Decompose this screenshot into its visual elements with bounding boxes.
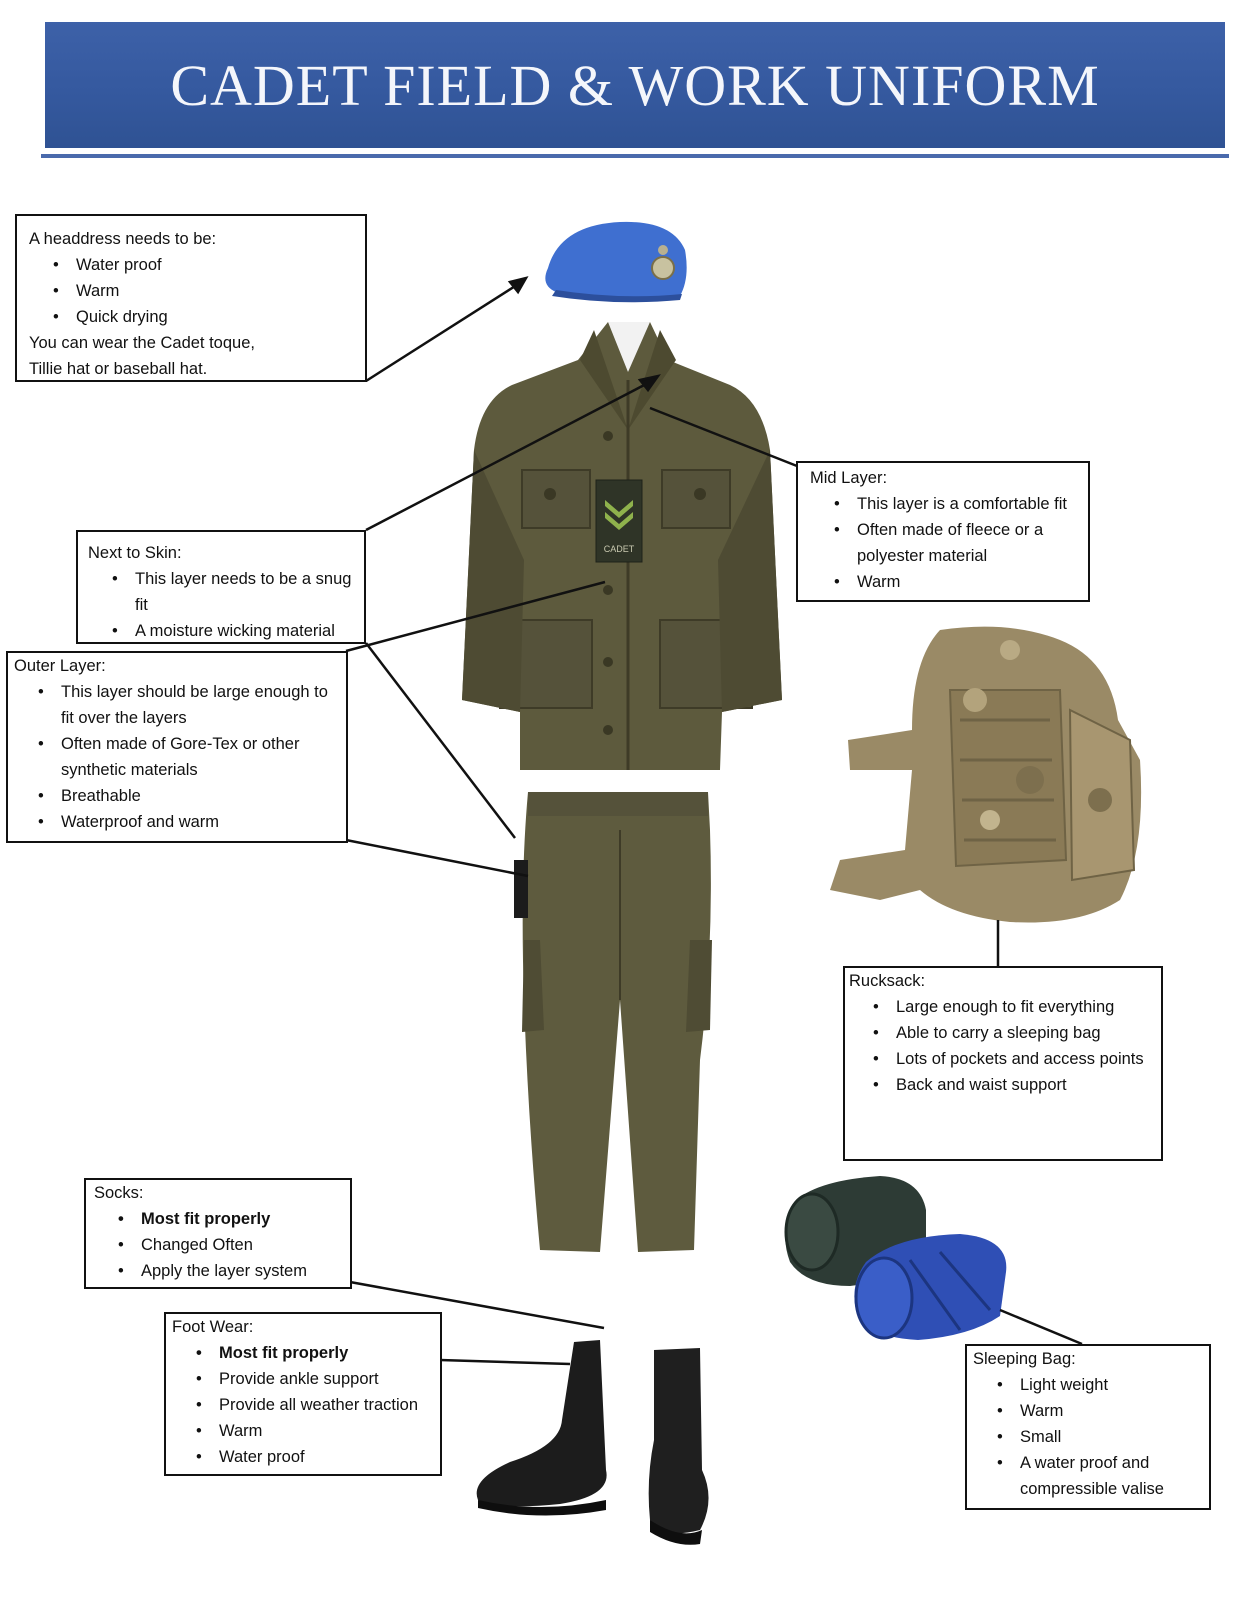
rucksack-callout xyxy=(843,966,1163,1161)
mid-layer-bullet: • Warm xyxy=(857,569,1076,595)
sleeping-bags-image xyxy=(785,1176,1006,1340)
beret-image xyxy=(545,222,686,302)
headdress-note-line: Tillie hat or baseball hat. xyxy=(29,360,208,378)
rucksack-bullet: • Large enough to fit everything xyxy=(896,994,1157,1020)
foot-wear-list xyxy=(172,1340,434,1470)
rucksack-bullet: • Able to carry a sleeping bag xyxy=(896,1020,1157,1046)
outer-layer-bullet: • Often made of Gore-Tex or other synthetic materials xyxy=(61,731,340,783)
pants-image xyxy=(514,792,712,1252)
mid-layer-list xyxy=(810,491,1076,595)
sleeping-bag-bullet: • Small xyxy=(1020,1424,1203,1450)
mid-layer-heading: Mid Layer: xyxy=(810,469,888,487)
outer-layer-bullet: • This layer should be large enough to fit over the layers xyxy=(61,679,340,731)
next-to-skin-bullet: • This layer needs to be a snug fit xyxy=(135,566,354,618)
headdress-note-line: You can wear the Cadet toque, xyxy=(29,334,255,352)
headdress-heading: A headdress needs to be: xyxy=(29,230,217,248)
next-to-skin-heading: Next to Skin: xyxy=(88,544,182,562)
headdress-bullet: • Warm xyxy=(76,278,353,304)
jacket-image xyxy=(462,322,782,770)
sleeping-bag-heading: Sleeping Bag: xyxy=(973,1350,1076,1368)
socks-heading: Socks: xyxy=(94,1184,144,1202)
outer-layer-list xyxy=(14,679,340,835)
rucksack-bullet: • Lots of pockets and access points xyxy=(896,1046,1157,1072)
next-to-skin-list xyxy=(88,566,354,644)
headdress-list xyxy=(29,252,353,330)
rucksack-image xyxy=(830,627,1141,923)
rucksack-bullet: • Back and waist support xyxy=(896,1072,1157,1098)
rucksack-heading: Rucksack: xyxy=(849,972,926,990)
page-title: CADET FIELD & WORK UNIFORM xyxy=(170,52,1100,118)
jacket-rank-tag: CADET xyxy=(603,544,635,554)
socks-list xyxy=(94,1206,342,1284)
foot-wear-bullet: • Most fit properly xyxy=(219,1340,434,1366)
socks-callout xyxy=(84,1178,352,1289)
sleeping-bag-callout xyxy=(965,1344,1211,1510)
foot-wear-bullet: • Water proof xyxy=(219,1444,434,1470)
socks-bullet: • Apply the layer system xyxy=(141,1258,342,1284)
mid-layer-bullet: • This layer is a comfortable fit xyxy=(857,491,1076,517)
foot-wear-bullet: • Provide all weather traction xyxy=(219,1392,434,1418)
outer-layer-bullet: • Waterproof and warm xyxy=(61,809,340,835)
rucksack-list xyxy=(849,994,1157,1098)
boots-image xyxy=(477,1340,709,1545)
mid-layer-bullet: • Often made of fleece or a polyester material xyxy=(857,517,1076,569)
headdress-bullet: • Water proof xyxy=(76,252,353,278)
foot-wear-bullet: • Warm xyxy=(219,1418,434,1444)
outer-layer-heading: Outer Layer: xyxy=(14,657,106,675)
socks-bullet: • Most fit properly xyxy=(141,1206,342,1232)
sleeping-bag-bullet: • A water proof and compressible valise xyxy=(1020,1450,1203,1502)
foot-wear-heading: Foot Wear: xyxy=(172,1318,254,1336)
next-to-skin-callout xyxy=(76,530,366,644)
foot-wear-bullet: • Provide ankle support xyxy=(219,1366,434,1392)
socks-bullet: • Changed Often xyxy=(141,1232,342,1258)
sleeping-bag-bullet: • Warm xyxy=(1020,1398,1203,1424)
mid-layer-callout xyxy=(796,461,1090,602)
outer-layer-callout xyxy=(6,651,348,843)
outer-layer-bullet: • Breathable xyxy=(61,783,340,809)
next-to-skin-bullet: • A moisture wicking material xyxy=(135,618,354,644)
sleeping-bag-bullet: • Light weight xyxy=(1020,1372,1203,1398)
foot-wear-callout xyxy=(164,1312,442,1476)
sleeping-bag-list xyxy=(973,1372,1203,1502)
headdress-bullet: • Quick drying xyxy=(76,304,353,330)
headdress-callout xyxy=(15,214,367,382)
